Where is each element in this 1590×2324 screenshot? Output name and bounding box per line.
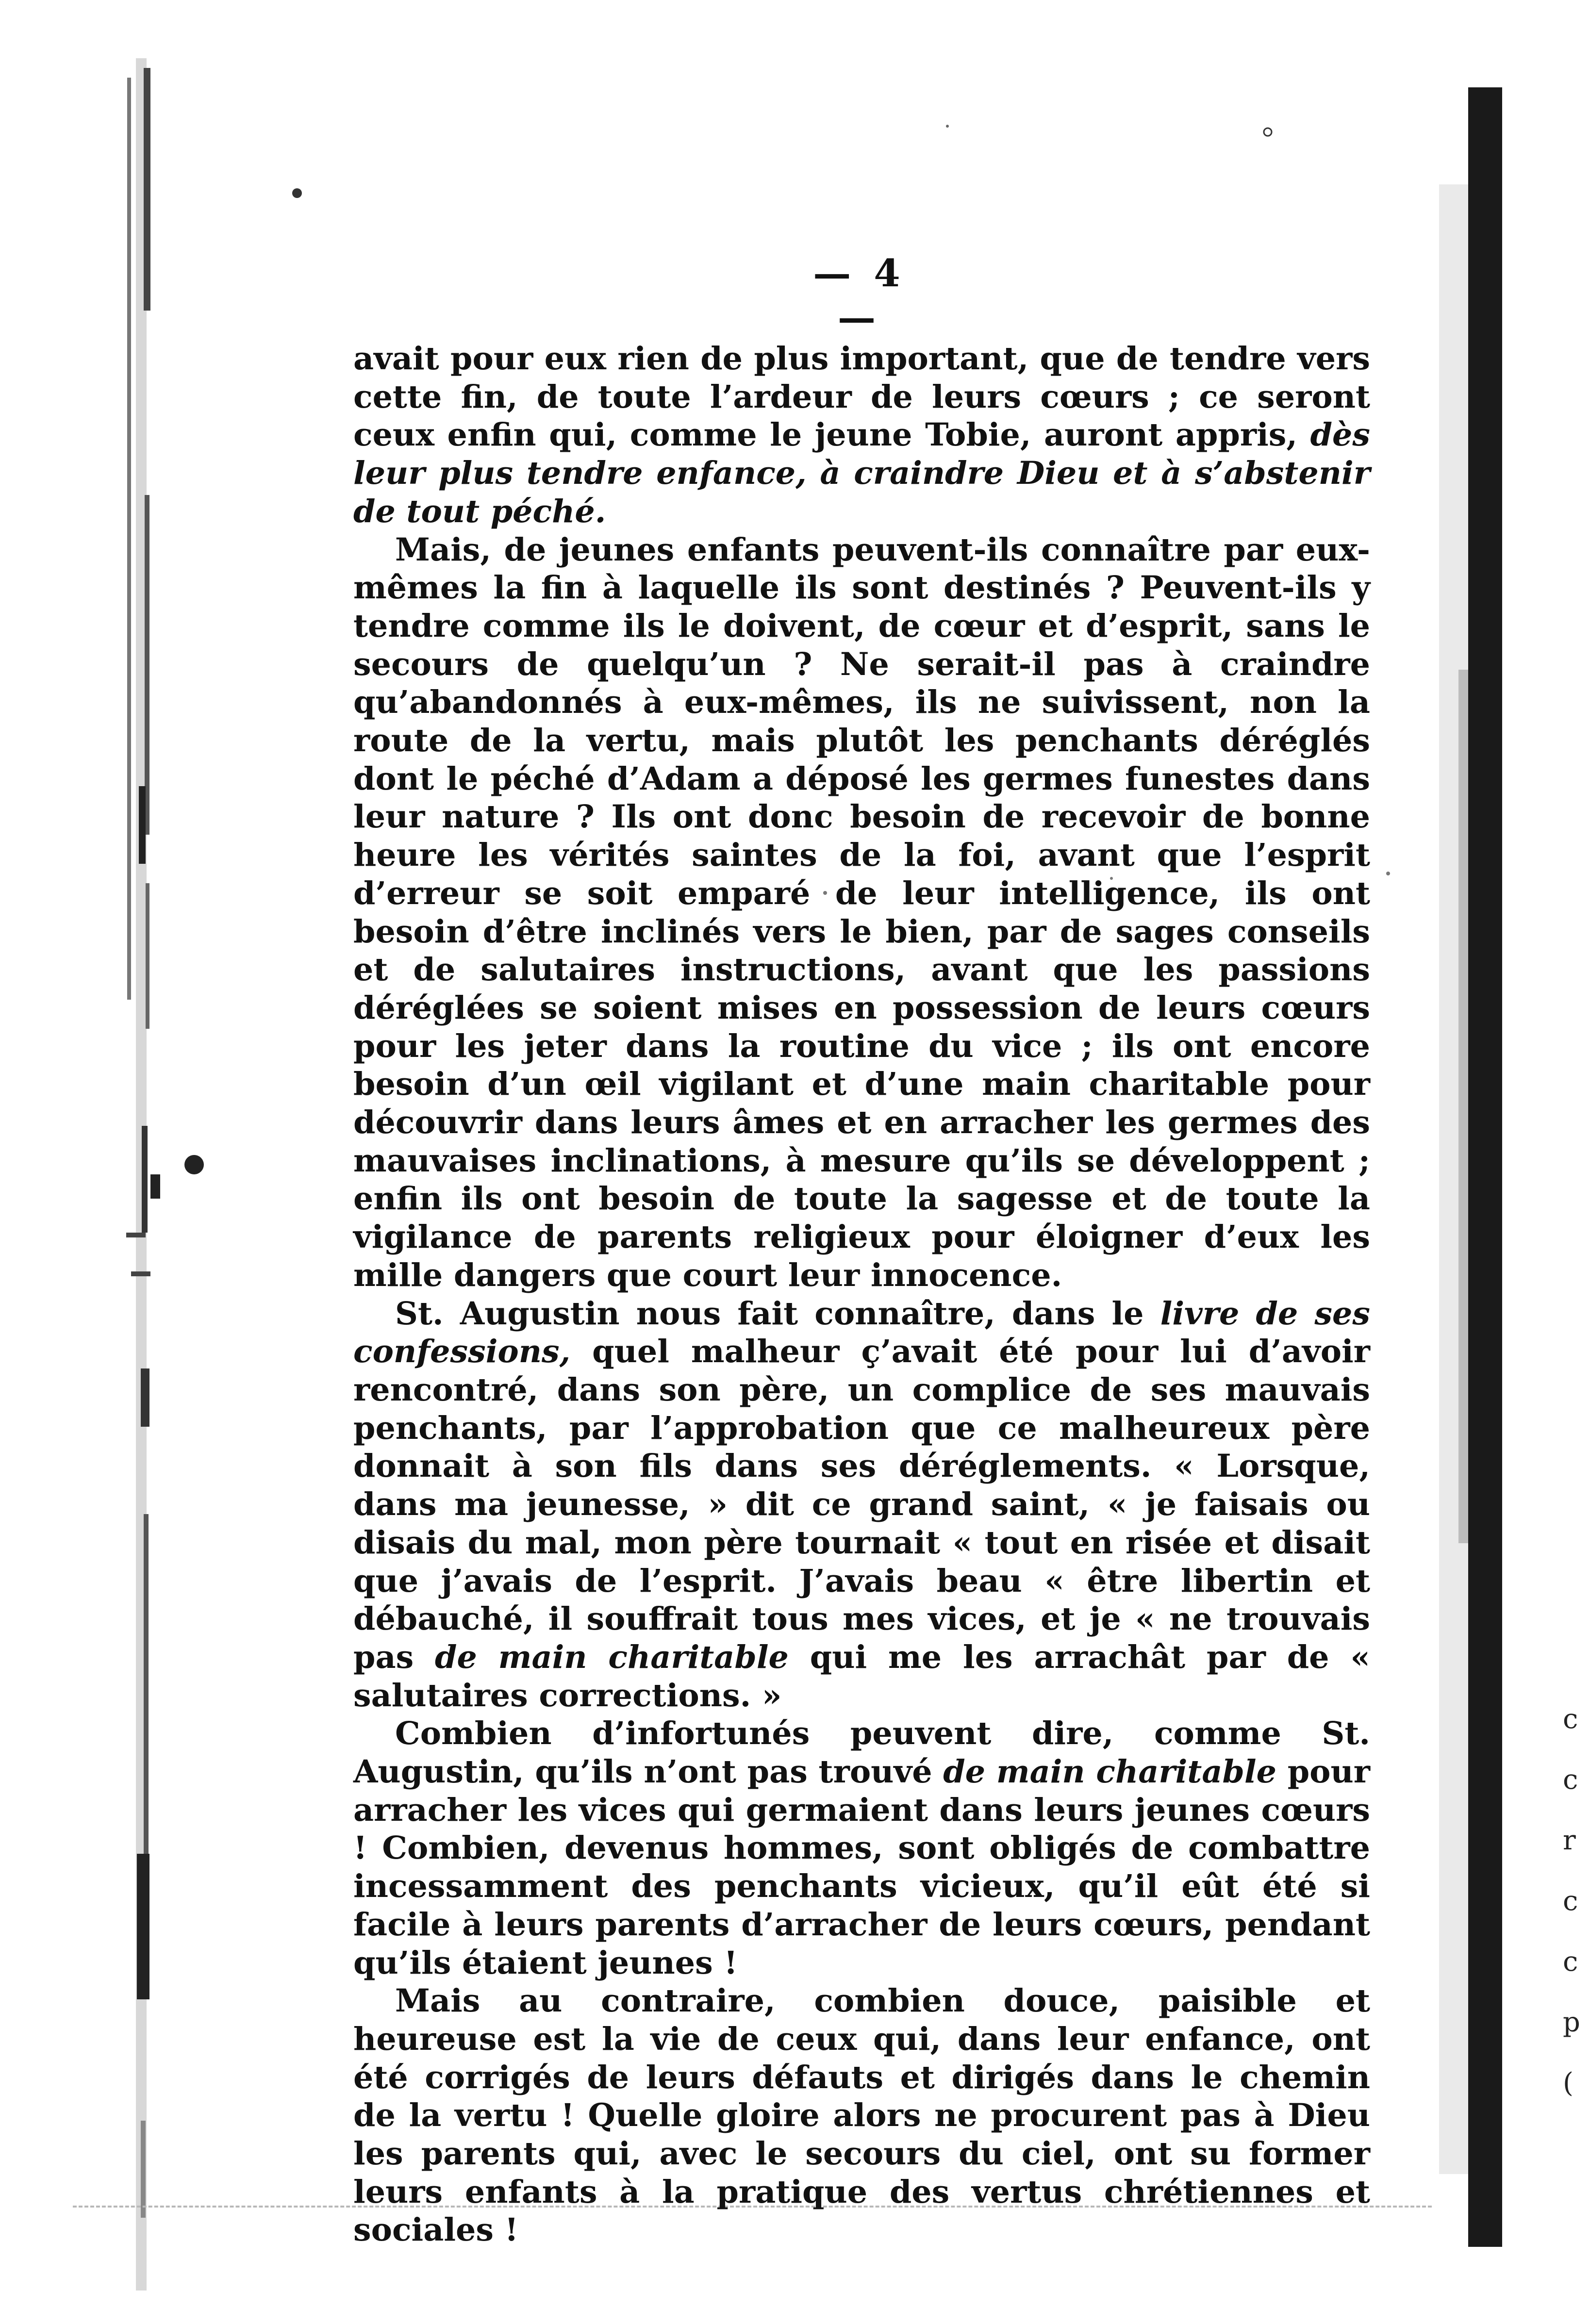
italic-phrase: dès leur plus tendre enfance, à craindre Dieu et à s’abstenir de tout péché. [353,416,1370,530]
edge-letter: c [1563,1885,1578,1917]
paragraph-1: avait pour eux rien de plus important, que de tendre vers cette fin, de toute l’ardeur de leurs cœurs ; ce seront ceux enfin qui, comme le jeune Tobie, auront appris, dès leur plus tendre enfance, à craindre Dieu et à s’abstenir de tout péché. [353,340,1370,530]
facing-page-letters [1563,1689,1587,2113]
italic-phrase: de main charitable [943,1753,1276,1791]
body-text [353,340,1370,2249]
page-number: — 4 — [813,251,905,340]
edge-letter: c [1563,1946,1578,1978]
paragraph-3: St. Augustin nous fait connaître, dans le livre de ses confessions, quel malheur ç’avait été pour lui d’avoir rencontré, dans son père, un complice de ses mauvais penchants, par l’approbation que ce malheureux père donnait à son fils dans ses déréglements. « Lorsque, dans ma jeunesse, » dit ce grand saint, « je faisais ou disais du mal, mon père tournait « tout en risée et disait que j’avais de l’esprit. J’avais beau « être libertin et débauché, il souffrait tous mes vices, et je « ne trouvais pas de main charitable qui me les arrachât par de « salutaires corrections. » [353,1295,1370,1714]
paragraph-2: Mais, de jeunes enfants peuvent-ils connaître par eux-mêmes la fin à laquelle ils sont destinés ? Peuvent-ils y tendre comme ils le doivent, de cœur et d’esprit, sans le secours de quelqu’un ? Ne serait-il pas à craindre qu’abandonnés à eux-mêmes, ils ne suivissent, non la route de la vertu, mais plutôt les penchants déréglés dont le péché d’Adam a déposé les germes funestes dans leur nature ? Ils ont donc besoin de recevoir de bonne heure les vérités saintes de la foi, avant que l’esprit d’erreur se soit emparé de leur intelligence, ils ont besoin d’être inclinés vers le bien, par de sages conseils et de salutaires instructions, avant que les passions déréglées se soient mises en possession de leurs cœurs pour les jeter dans la routine du vice ; ils ont encore besoin d’un œil vigilant et d’une main charitable pour découvrir dans leurs âmes et en arracher les germes des mauvaises inclinations, à mesure qu’ils se développent ; enfin ils ont besoin de toute la sagesse et de toute la vigilance de parents religieux pour éloigner d’eux les mille dangers que court leur innocence. [353,531,1370,1294]
edge-letter: ( [1563,2067,1573,2099]
edge-letter: r [1563,1825,1576,1856]
paragraph-5: Mais au contraire, combien douce, paisible et heureuse est la vie de ceux qui, dans leur enfance, ont été corrigés de leurs défauts et dirigés dans le chemin de la vertu ! Quelle gloire alors ne procurent pas à Dieu les parents qui, avec le secours du ciel, ont su former leurs enfants à la pratique des vertus chrétiennes et sociales ! [353,1982,1370,2249]
italic-phrase: de main charitable [435,1638,789,1676]
italic-title: livre de ses confessions, [353,1295,1370,1370]
edge-letter: p [1563,2007,1580,2038]
edge-letter: c [1563,1703,1578,1735]
paragraph-4: Combien d’infortunés peuvent dire, comme St. Augustin, qu’ils n’ont pas trouvé de main charitable pour arracher les vices qui germaient dans leurs jeunes cœurs ! Combien, devenus hommes, sont obligés de combattre incessamment des penchants vicieux, qu’il eût été si facile à leurs parents d’arracher de leurs cœurs, pendant qu’ils étaient jeunes ! [353,1715,1370,1981]
edge-letter: c [1563,1764,1578,1796]
